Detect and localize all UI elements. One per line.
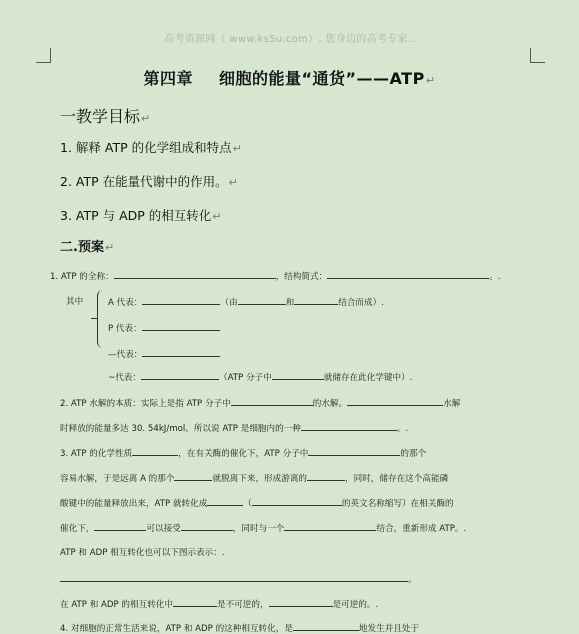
answer-blank[interactable] xyxy=(132,446,178,456)
question-1-row-tilde xyxy=(108,370,412,383)
q-text: ~代表： xyxy=(108,373,141,383)
objective-text: 3. ATP 与 ADP 的相互转化 xyxy=(60,208,212,223)
section-heading-objectives xyxy=(60,104,150,127)
objective-item xyxy=(60,172,238,190)
q-text: 就储存在此化学键中）. xyxy=(323,373,413,383)
objective-item xyxy=(60,138,242,156)
q-text: 可以接受 xyxy=(146,524,181,534)
question-1-row-a xyxy=(108,295,384,308)
q-text: A 代表： xyxy=(108,298,143,308)
question-3-line-1 xyxy=(60,446,426,459)
question-2-line-2 xyxy=(60,421,408,434)
answer-blank[interactable] xyxy=(60,572,408,582)
answer-blank[interactable] xyxy=(272,370,324,380)
section-heading-text: 二.预案 xyxy=(60,240,104,255)
paragraph-mark: ↵ xyxy=(228,176,238,189)
q-text: 酸键中的能量释放出来，ATP 就转化成 xyxy=(60,499,208,509)
objective-text: 2. ATP 在能量代谢中的作用。 xyxy=(60,174,228,189)
answer-blank[interactable] xyxy=(294,295,338,305)
q-text: 的那个 xyxy=(400,449,427,459)
answer-blank[interactable] xyxy=(114,269,276,279)
answer-blank[interactable] xyxy=(231,396,313,406)
chapter-name: 细胞的能量“通货”——ATP xyxy=(218,69,425,88)
q-text: 1. ATP 的全称： xyxy=(50,272,114,282)
q-text: 的英文名称缩写）在相关酶的 xyxy=(341,499,454,509)
question-3-line-4 xyxy=(60,521,466,534)
q-text: 结合而成）. xyxy=(338,298,384,308)
answer-blank[interactable] xyxy=(173,597,217,607)
question-3-line-7 xyxy=(60,597,378,610)
objective-item xyxy=(60,206,222,224)
curly-brace-tip xyxy=(91,318,97,319)
answer-blank[interactable] xyxy=(284,521,376,531)
q-text: （ATP 分子中 xyxy=(218,373,272,383)
q-text: 和 xyxy=(285,298,295,308)
answer-blank[interactable] xyxy=(293,621,359,631)
answer-blank[interactable] xyxy=(308,446,400,456)
answer-blank[interactable] xyxy=(94,521,146,531)
chapter-number: 第四章 xyxy=(143,69,193,88)
q-text: —代表： xyxy=(108,350,143,360)
question-1-row-dash xyxy=(108,347,220,360)
paragraph-mark: ↵ xyxy=(212,210,222,223)
q-text: ，同时与一个 xyxy=(232,524,285,534)
paragraph-mark: ↵ xyxy=(104,241,115,254)
q-text: 。. xyxy=(396,424,409,434)
answer-blank[interactable] xyxy=(142,347,220,357)
q-text: 地发生并且处于 xyxy=(358,624,420,634)
q-text: 2. ATP 水解的本质：实际上是指 ATP 分子中 xyxy=(60,399,231,409)
q-text: ATP 和 ADP 相互转化也可以下图示表示： xyxy=(60,548,222,558)
q-text: 结合，重新形成 ATP。. xyxy=(376,524,467,534)
answer-blank[interactable] xyxy=(301,421,397,431)
q-text: 就脱离下来，形成游离的 xyxy=(212,474,308,484)
q-text: ，结构简式： xyxy=(275,272,328,282)
question-1-line xyxy=(50,269,501,282)
q-text: 是不可逆的， xyxy=(217,600,269,610)
section-heading-preview xyxy=(60,236,114,255)
q-text: ，同时，储存在这个高能磷 xyxy=(345,474,449,484)
question-3-line-3 xyxy=(60,496,454,509)
answer-blank[interactable] xyxy=(238,295,286,305)
q-text: （ xyxy=(243,499,252,509)
q-text: 时释放的能量多达 30. 54kJ/mol。所以说 ATP 是细胞内的一种 xyxy=(60,424,301,434)
q-text: 的水解。 xyxy=(312,399,348,409)
question-3-line-2 xyxy=(60,471,448,484)
question-3-line-6 xyxy=(60,572,417,585)
answer-blank[interactable] xyxy=(142,321,220,331)
chapter-title xyxy=(0,66,579,89)
question-4-line-1 xyxy=(60,621,419,634)
answer-blank[interactable] xyxy=(327,269,489,279)
question-3-line-5 xyxy=(60,546,225,558)
q-text: 在 ATP 和 ADP 的相互转化中 xyxy=(60,600,173,610)
answer-blank[interactable] xyxy=(181,521,233,531)
question-2-line-1 xyxy=(60,396,460,409)
objective-text: 1. 解释 ATP 的化学组成和特点 xyxy=(60,140,232,155)
answer-blank[interactable] xyxy=(142,295,220,305)
margin-corner-mark xyxy=(36,48,51,63)
q-text: P 代表： xyxy=(108,324,142,334)
paragraph-mark: ↵ xyxy=(141,112,151,125)
q-text: 。 xyxy=(408,575,417,585)
margin-corner-mark xyxy=(530,48,545,63)
section-heading-text: 一教学目标 xyxy=(60,107,141,126)
q-text: 水解 xyxy=(443,399,461,409)
answer-blank[interactable] xyxy=(269,597,333,607)
q-text: 3. ATP 的化学性质 xyxy=(60,449,133,459)
page-header: 高考资源网（ www.ks5u.com）, 您身边的高考专家.. xyxy=(164,34,415,45)
paragraph-mark: ↵ xyxy=(232,142,242,155)
q-text: ，在有关酶的催化下，ATP 分子中 xyxy=(178,449,309,459)
answer-blank[interactable] xyxy=(174,471,212,481)
qizhong-label: 其中 xyxy=(66,297,84,307)
q-text: 。. xyxy=(489,272,501,282)
answer-blank[interactable] xyxy=(252,496,342,506)
q-text: . xyxy=(221,548,225,558)
answer-blank[interactable] xyxy=(207,496,243,506)
q-text: 4. 对细胞的正常生活来说，ATP 和 ADP 的这种相互转化，是 xyxy=(60,624,293,634)
answer-blank[interactable] xyxy=(347,396,443,406)
q-text: 是可逆的。. xyxy=(332,600,379,610)
answer-blank[interactable] xyxy=(307,471,345,481)
answer-blank[interactable] xyxy=(141,370,219,380)
paragraph-mark: ↵ xyxy=(425,74,436,87)
q-text: （由 xyxy=(220,298,238,308)
q-text: 容易水解，于是远离 A 的那个 xyxy=(60,474,175,484)
q-text: 催化下， xyxy=(60,524,95,534)
question-1-row-p xyxy=(108,321,220,334)
curly-brace xyxy=(97,290,106,348)
